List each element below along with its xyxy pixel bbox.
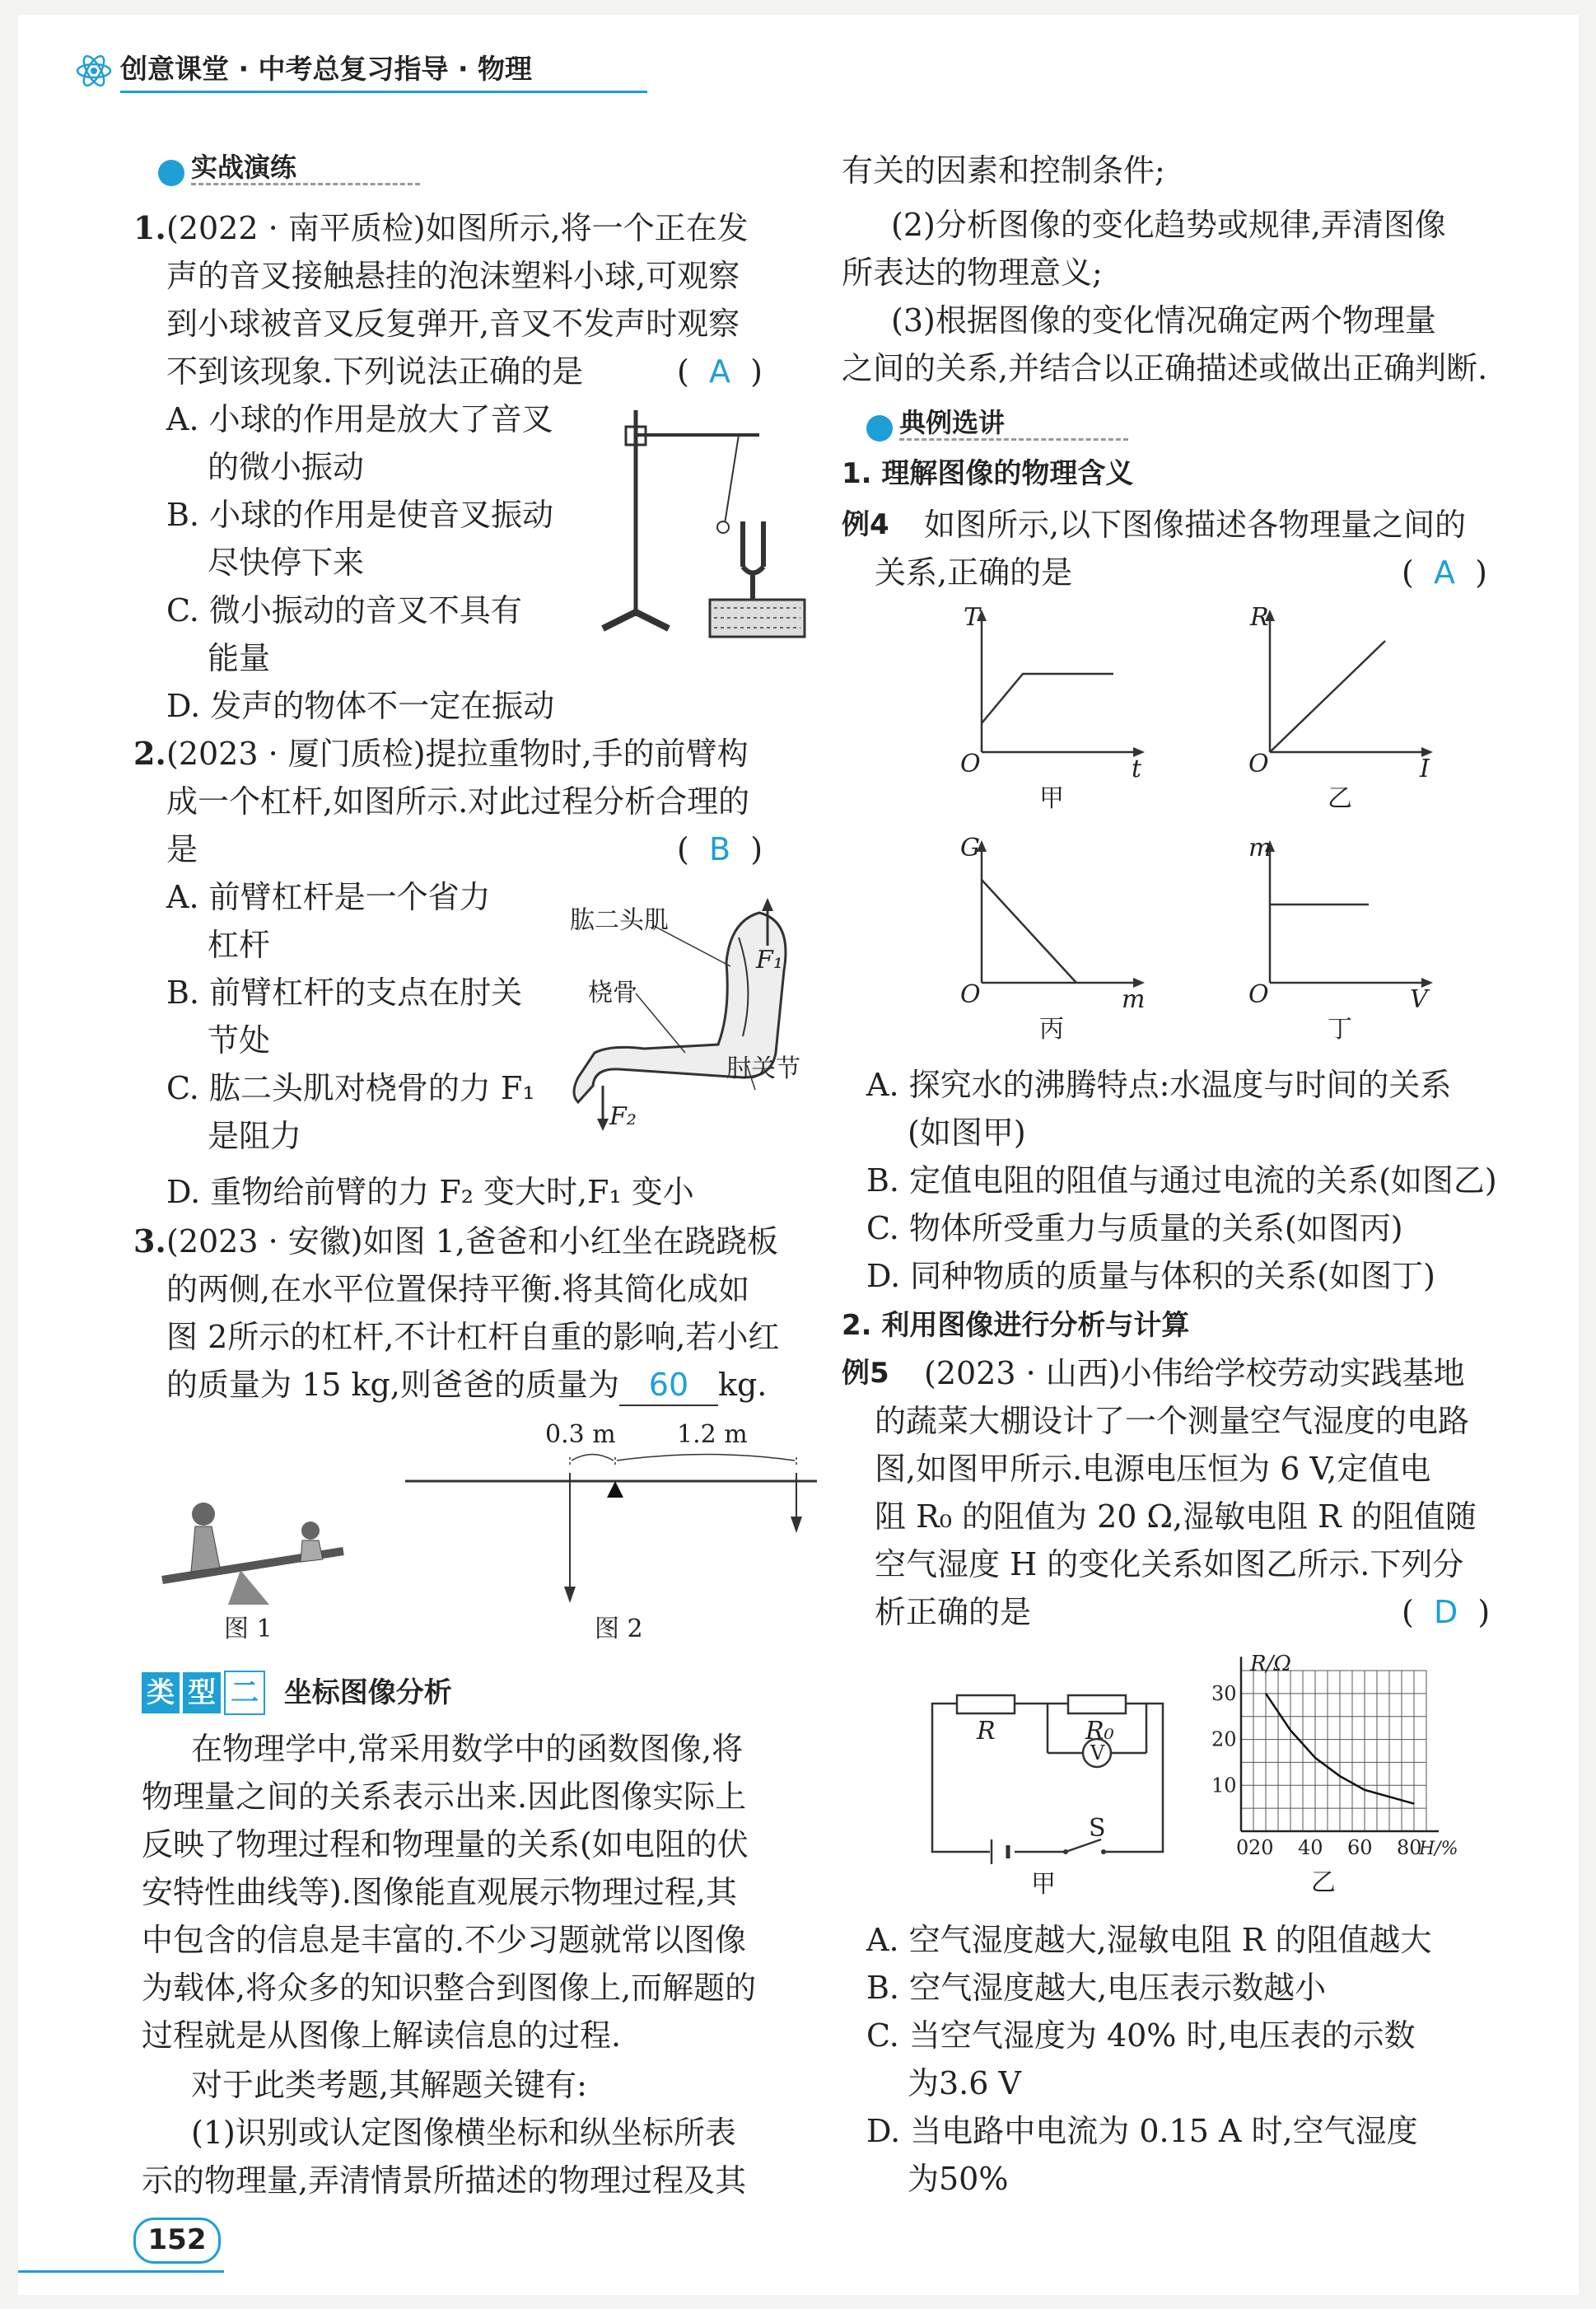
graph-yi-caption: 乙 bbox=[1328, 784, 1352, 813]
graph-bing-ylabel: G bbox=[960, 834, 980, 862]
chart-x-tick-label: 40 bbox=[1298, 1836, 1323, 1859]
key1-line-2: 示的物理量,弄清情景所描述的物理过程及其 bbox=[142, 2162, 747, 2199]
header-title: 创意课堂 · 中考总复习指导 · 物理 bbox=[120, 53, 533, 85]
q1-option-b-1: B. 小球的作用是使音叉振动 bbox=[166, 497, 554, 533]
graph-jia-caption: 甲 bbox=[1039, 784, 1064, 813]
intro-line-6: 为载体,将众多的知识整合到图像上,而解题的 bbox=[142, 1970, 757, 2006]
q1-option-c-2: 能量 bbox=[208, 640, 271, 676]
ex5-option-c-1: C. 当空气湿度为 40% 时,电压表的示数 bbox=[866, 2017, 1416, 2054]
graph-yi-ylabel: R bbox=[1250, 603, 1269, 632]
intro-line-1: 在物理学中,常采用数学中的函数图像,将 bbox=[191, 1731, 744, 1767]
arm-figure bbox=[545, 888, 809, 1135]
q2-option-b-1: B. 前臂杠杆的支点在肘关 bbox=[166, 975, 523, 1011]
ex5-line-1: (2023 · 山西)小伟给学校劳动实践基地 bbox=[924, 1355, 1465, 1391]
q2-answer: B bbox=[708, 831, 731, 867]
q2-line-2: 成一个杠杆,如图所示.对此过程分析合理的 bbox=[166, 783, 750, 820]
graph-jia-xlabel: t bbox=[1132, 755, 1142, 783]
q1-option-c-1: C. 微小振动的音叉不具有 bbox=[166, 592, 522, 629]
ex5-line-5: 空气湿度 H 的变化关系如图乙所示.下列分 bbox=[875, 1546, 1464, 1582]
graph-yi-xlabel: I bbox=[1420, 755, 1430, 783]
q1-option-b-2: 尽快停下来 bbox=[208, 545, 365, 581]
left-section-title: 实战演练 bbox=[158, 147, 438, 186]
q3-answer-blank: 60 bbox=[619, 1365, 718, 1406]
ex5-option-d-2: 为50% bbox=[908, 2161, 1009, 2197]
section-icon bbox=[866, 415, 893, 442]
label-f2: F₂ bbox=[609, 1102, 637, 1131]
ex4-option-c: C. 物体所受重力与质量的关系(如图丙) bbox=[866, 1210, 1403, 1246]
q2-option-d: D. 重物给前臂的力 F₂ 变大时,F₁ 变小 bbox=[166, 1174, 694, 1210]
ex5-option-b: B. 空气湿度越大,电压表示数越小 bbox=[866, 1970, 1327, 2006]
ex4-answer: A bbox=[1433, 554, 1455, 591]
type-title: 坐标图像分析 bbox=[283, 1676, 452, 1709]
graph-yi-origin: O bbox=[1248, 750, 1269, 778]
q2-option-b-2: 节处 bbox=[208, 1022, 271, 1059]
type-tag-2: 型 bbox=[183, 1672, 221, 1713]
graph-ding-caption: 丁 bbox=[1328, 1015, 1352, 1044]
right-cont: 有关的因素和控制条件; bbox=[842, 152, 1165, 189]
q1-option-a-2: 的微小振动 bbox=[208, 449, 365, 485]
q3-line-4-pre: 的质量为 15 kg,则爸爸的质量为 bbox=[166, 1367, 619, 1403]
q3-line-4 bbox=[166, 1361, 767, 1409]
graph-jia-ylabel: T bbox=[964, 603, 981, 632]
graph-yi bbox=[1237, 603, 1443, 822]
chart-ylabel: R/Ω bbox=[1250, 1652, 1291, 1676]
graph-bing bbox=[949, 834, 1155, 1053]
graph-ding-ylabel: m bbox=[1248, 834, 1272, 862]
ex5-answer: D bbox=[1433, 1594, 1458, 1630]
q1-line-4: 不到该现象.下列说法正确的是 bbox=[166, 353, 584, 390]
q2-option-a-1: A. 前臂杠杆是一个省力 bbox=[166, 879, 491, 915]
chart-y-tick-label: 20 bbox=[1211, 1727, 1237, 1751]
q3-number: 3. bbox=[133, 1222, 166, 1260]
seesaw-photo bbox=[146, 1489, 352, 1613]
section-icon bbox=[158, 160, 184, 186]
q2-answer-box: ( B ) bbox=[677, 831, 763, 867]
chart-caption: 乙 bbox=[1311, 1868, 1336, 1897]
graph-ding-origin: O bbox=[1248, 980, 1269, 1009]
q1-line-1: (2022 · 南平质检)如图所示,将一个正在发 bbox=[166, 210, 749, 246]
circuit-caption: 甲 bbox=[1031, 1870, 1056, 1899]
ex4-option-b: B. 定值电阻的阻值与通过电流的关系(如图乙) bbox=[866, 1162, 1497, 1199]
type-tag-3: 二 bbox=[224, 1671, 265, 1715]
tuning-fork-figure bbox=[595, 402, 809, 657]
lever-distance-2: 1.2 m bbox=[677, 1420, 748, 1449]
atom-icon bbox=[76, 53, 112, 89]
chart-y-tick-label: 10 bbox=[1211, 1774, 1237, 1797]
label-elbow-joint: 肘关节 bbox=[726, 1054, 800, 1083]
intro-line-5: 中包含的信息是丰富的.不少习题就常以图像 bbox=[142, 1922, 747, 1958]
q2-option-c-1: C. 肱二头肌对桡骨的力 F₁ bbox=[166, 1070, 535, 1106]
page bbox=[18, 15, 1579, 2295]
q3-line-1: (2023 · 安徽)如图 1,爸爸和小红坐在跷跷板 bbox=[166, 1223, 778, 1260]
q2-line-1: (2023 · 厦门质检)提拉重物时,手的前臂构 bbox=[166, 736, 749, 772]
graph-jia bbox=[949, 603, 1155, 822]
q1-line-2: 声的音叉接触悬挂的泡沫塑料小球,可观察 bbox=[166, 258, 740, 294]
ex5-answer-box: ( D ) bbox=[1402, 1594, 1491, 1630]
label-biceps: 肱二头肌 bbox=[570, 906, 669, 935]
ex5-option-d-1: D. 当电路中电流为 0.15 A 时,空气湿度 bbox=[866, 2113, 1418, 2149]
ex5-line-3: 图,如图甲所示.电源电压恒为 6 V,定值电 bbox=[875, 1451, 1431, 1487]
label-radius-bone: 桡骨 bbox=[588, 979, 637, 1007]
voltmeter-label: V bbox=[1090, 1741, 1105, 1764]
q1-option-d: D. 发声的物体不一定在振动 bbox=[166, 688, 555, 724]
label-f1: F₁ bbox=[756, 946, 783, 975]
intro-line-4: 安特性曲线等).图像能直观展示物理过程,其 bbox=[142, 1874, 737, 1910]
ex5-line-4: 阻 R₀ 的阻值为 20 Ω,湿敏电阻 R 的阻值随 bbox=[875, 1498, 1477, 1535]
humidity-chart bbox=[1204, 1652, 1458, 1901]
chart-y-tick-label: 30 bbox=[1211, 1681, 1237, 1705]
graph-ding bbox=[1237, 834, 1443, 1053]
page-number: 152 bbox=[147, 2223, 207, 2256]
intro-line-7: 过程就是从图像上解读信息的过程. bbox=[142, 2017, 622, 2054]
q1-option-a-1: A. 小球的作用是放大了音叉 bbox=[166, 401, 553, 437]
ex4-answer-box: ( A ) bbox=[1402, 554, 1487, 591]
key1-line-1: (1)识别或认定图像横坐标和纵坐标所表 bbox=[191, 2115, 736, 2151]
humidity-chart-svg bbox=[1204, 1654, 1458, 1860]
q1-answer-box: ( A ) bbox=[677, 353, 763, 390]
fig1-caption: 图 1 bbox=[224, 1615, 273, 1643]
q1-answer: A bbox=[708, 353, 730, 390]
graph-jia-origin: O bbox=[960, 750, 981, 778]
header bbox=[76, 48, 669, 97]
q2-option-c-2: 是阻力 bbox=[208, 1118, 302, 1154]
circuit-label-r0: R₀ bbox=[1085, 1717, 1114, 1746]
key2-line-1: (2)分析图像的变化趋势或规律,弄清图像 bbox=[891, 207, 1446, 243]
circuit-drawing bbox=[932, 1687, 1179, 1860]
key3-line-2: 之间的关系,并结合以正确描述或做出正确判断. bbox=[842, 350, 1488, 386]
circuit-diagram bbox=[932, 1687, 1179, 1901]
ex4-option-a-1: A. 探究水的沸腾特点:水温度与时间的关系 bbox=[866, 1067, 1452, 1103]
intro-line-3: 反映了物理过程和物理量的关系(如电阻的伏 bbox=[142, 1826, 749, 1863]
q1-number: 1. bbox=[133, 209, 166, 246]
chart-x-tick-label: 60 bbox=[1347, 1836, 1373, 1859]
switch-label: S bbox=[1089, 1814, 1106, 1843]
q3-line-3: 图 2所示的杠杆,不计杠杆自重的影响,若小红 bbox=[166, 1319, 780, 1355]
ex5-line-2: 的蔬菜大棚设计了一个测量空气湿度的电路 bbox=[875, 1403, 1470, 1439]
chart-x-tick-label: 80 bbox=[1397, 1836, 1422, 1859]
q3-line-2: 的两侧,在水平位置保持平衡.将其简化成如 bbox=[166, 1271, 750, 1307]
header-underline bbox=[120, 91, 647, 93]
fig2-caption: 图 2 bbox=[595, 1615, 643, 1643]
graph-bing-origin: O bbox=[960, 980, 981, 1009]
q2-option-a-2: 杠杆 bbox=[208, 927, 271, 963]
graph-bing-caption: 丙 bbox=[1039, 1015, 1064, 1044]
ex5-line-6: 析正确的是 bbox=[875, 1594, 1032, 1630]
ex4-line-2: 关系,正确的是 bbox=[875, 554, 1073, 591]
lever-distance-1: 0.3 m bbox=[545, 1420, 616, 1449]
graph-bing-xlabel: m bbox=[1122, 985, 1146, 1014]
q3-line-4-post: kg. bbox=[717, 1367, 768, 1403]
q1-line-3: 到小球被音叉反复弹开,音叉不发声时观察 bbox=[166, 306, 740, 342]
ex4-option-d: D. 同种物质的质量与体积的关系(如图丁) bbox=[866, 1258, 1435, 1294]
ex5-option-c-2: 为3.6 V bbox=[908, 2065, 1021, 2101]
key3-line-1: (3)根据图像的变化情况确定两个物理量 bbox=[891, 302, 1436, 339]
circuit-label-r: R bbox=[977, 1717, 996, 1746]
ex4-label: 例4 bbox=[842, 508, 889, 541]
ex4-option-a-2: (如图甲) bbox=[908, 1115, 1026, 1151]
ex5-label: 例5 bbox=[842, 1357, 889, 1390]
sub-heading-1: 1. 理解图像的物理含义 bbox=[842, 457, 1134, 490]
chart-x-tick-label: 20 bbox=[1248, 1836, 1274, 1859]
right-section-title: 典例选讲 bbox=[866, 402, 1146, 442]
type-heading bbox=[142, 1671, 452, 1715]
key-intro: 对于此类考题,其解题关键有: bbox=[191, 2067, 587, 2103]
type-tag-1: 类 bbox=[142, 1672, 180, 1713]
intro-line-2: 物理量之间的关系表示出来.因此图像实际上 bbox=[142, 1778, 747, 1815]
chart-x-tick-label: 0 bbox=[1236, 1836, 1249, 1859]
q2-number: 2. bbox=[133, 735, 166, 772]
graph-ding-xlabel: V bbox=[1410, 985, 1428, 1014]
ex4-line-1: 如图所示,以下图像描述各物理量之间的 bbox=[924, 507, 1467, 543]
footer-line bbox=[18, 2270, 224, 2273]
chart-x-axis-label: H/% bbox=[1419, 1839, 1458, 1859]
ex5-option-a: A. 空气湿度越大,湿敏电阻 R 的阻值越大 bbox=[866, 1922, 1432, 1958]
key2-line-2: 所表达的物理意义; bbox=[842, 255, 1103, 291]
q2-line-3: 是 bbox=[166, 831, 198, 867]
sub-heading-2: 2. 利用图像进行分析与计算 bbox=[842, 1309, 1190, 1342]
